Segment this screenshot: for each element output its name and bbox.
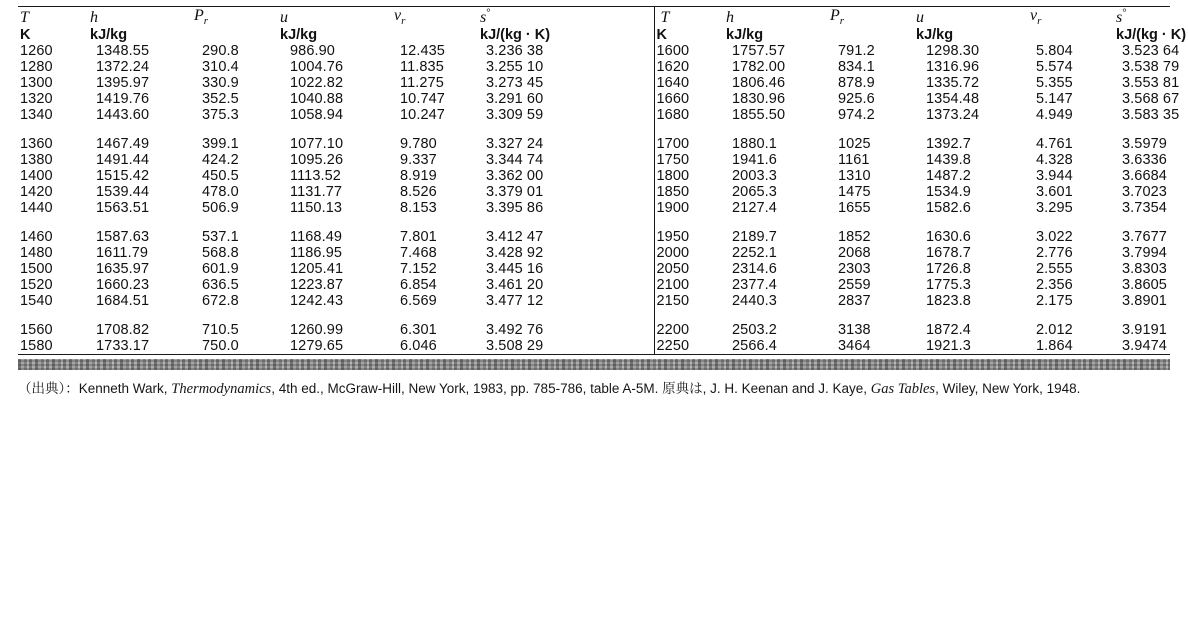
cell-right-0: 2150 <box>654 293 726 322</box>
cell-right-1: 1782.00 <box>732 59 786 76</box>
table-row <box>18 91 1188 107</box>
cell-left-1: 1660.23 <box>96 277 150 294</box>
cell-left-2: 750.0 <box>202 338 239 355</box>
cell-right-1: 2252.1 <box>732 245 777 262</box>
cell-left-5: 3.327 24 <box>486 136 544 153</box>
header-unit-u-left: kJ/kg <box>280 27 318 44</box>
cell-left-2: 450.5 <box>202 168 239 185</box>
cell-right-4: 2.776 <box>1036 245 1073 262</box>
cell-right-2: 1655 <box>838 200 871 217</box>
column-gap <box>632 184 654 200</box>
cell-right-1: 1941.6 <box>732 152 777 169</box>
cell-right-2: 791.2 <box>838 43 875 60</box>
column-gap <box>632 75 654 91</box>
cell-right-5: 3.9191 <box>1122 322 1167 339</box>
cell-right-3: 1316.96 <box>926 59 980 76</box>
cell-right-1: 1757.57 <box>732 43 786 60</box>
cell-right-5: 3.7994 <box>1122 245 1167 262</box>
column-gap <box>632 43 654 59</box>
cell-left-2: 478.0 <box>202 184 239 201</box>
cell-left-2: 601.9 <box>202 261 239 278</box>
cell-left-1: 1372.24 <box>96 59 150 76</box>
cell-left-3: 1260.99 <box>290 322 344 339</box>
cell-left-0: 1580 <box>20 338 53 355</box>
cell-left-3: 1223.87 <box>290 277 344 294</box>
cell-right-3: 1392.7 <box>926 136 971 153</box>
cell-left-4: 6.854 <box>400 277 437 294</box>
cell-left-4: 10.747 <box>400 91 445 108</box>
cell-left-1: 1467.49 <box>96 136 150 153</box>
cell-left-0: 1380 <box>20 152 53 169</box>
cell-left-1: 1443.60 <box>96 107 150 124</box>
header-unit-Pr-right <box>830 27 916 43</box>
cell-right-2: 1475 <box>838 184 871 201</box>
cell-left-5: 3.362 00 <box>486 168 544 185</box>
cell-right-2: 878.9 <box>838 75 875 92</box>
header-unit-u-right: kJ/kg <box>916 27 954 44</box>
cell-right-5: 3.7023 <box>1122 184 1167 201</box>
cell-left-4: 6.301 <box>400 322 437 339</box>
cell-left-3: 1058.94 <box>290 107 344 124</box>
cell-right-3: 1439.8 <box>926 152 971 169</box>
source-title-2: Gas Tables <box>870 381 936 398</box>
cell-right-1: 2377.4 <box>732 277 777 294</box>
table-row <box>18 136 1188 152</box>
cell-right-0: 1700 <box>654 136 726 152</box>
cell-right-1: 2189.7 <box>732 229 777 246</box>
cell-left-1: 1708.82 <box>96 322 150 339</box>
header-unit-s-right: kJ/(kg · K) <box>1116 27 1187 44</box>
header-symbol-T-left: T <box>20 9 29 27</box>
header-symbol-h-left: h <box>90 9 98 27</box>
column-gap <box>632 7 654 27</box>
table-header <box>18 7 1188 43</box>
header-symbol-vr-left: $v_r$ <box>394 7 406 28</box>
cell-left-5: 3.395 86 <box>486 200 544 217</box>
cell-right-2: 2303 <box>838 261 871 278</box>
table-row <box>18 59 1188 75</box>
thermodynamic-table-page <box>0 6 1188 644</box>
header-symbol-T-right: T <box>654 7 726 27</box>
cell-left-2: 352.5 <box>202 91 239 108</box>
cell-left-0: 1340 <box>20 107 53 124</box>
cell-left-5: 3.428 92 <box>486 245 544 262</box>
column-gap <box>632 293 654 322</box>
cell-left-3: 1077.10 <box>290 136 344 153</box>
cell-left-4: 11.275 <box>400 75 444 92</box>
table-row <box>18 293 1188 322</box>
cell-right-4: 3.944 <box>1036 168 1073 185</box>
cell-right-1: 1880.1 <box>732 136 777 153</box>
cell-right-4: 4.949 <box>1036 107 1073 124</box>
cell-left-0: 1500 <box>20 261 53 278</box>
cell-right-4: 4.328 <box>1036 152 1073 169</box>
header-unit-T-right: K <box>654 27 726 43</box>
cell-right-1: 2503.2 <box>732 322 777 339</box>
cell-right-1: 2065.3 <box>732 184 777 201</box>
cell-left-4: 9.780 <box>400 136 437 153</box>
cell-left-4: 9.337 <box>400 152 437 169</box>
cell-left-2: 424.2 <box>202 152 239 169</box>
header-symbol-s-left: s° <box>480 7 491 27</box>
cell-left-3: 986.90 <box>290 43 335 60</box>
cell-left-0: 1460 <box>20 229 53 246</box>
cell-right-0: 2000 <box>654 245 726 261</box>
cell-left-1: 1491.44 <box>96 152 150 169</box>
cell-right-0: 2200 <box>654 322 726 338</box>
cell-right-5: 3.7677 <box>1122 229 1167 246</box>
table-row <box>18 152 1188 168</box>
cell-left-0: 1540 <box>20 293 53 310</box>
cell-left-2: 672.8 <box>202 293 239 310</box>
source-middle-2: , Wiley, New York, 1948. <box>935 381 1081 397</box>
cell-right-4: 1.864 <box>1036 338 1073 355</box>
cell-right-1: 1830.96 <box>732 91 786 108</box>
cell-right-5: 3.568 67 <box>1122 91 1180 108</box>
table-row <box>18 261 1188 277</box>
cell-right-2: 3464 <box>838 338 871 355</box>
cell-left-4: 7.152 <box>400 261 437 278</box>
cell-right-0: 2250 <box>654 338 726 354</box>
cell-left-3: 1022.82 <box>290 75 344 92</box>
cell-right-5: 3.9474 <box>1122 338 1167 355</box>
cell-right-5: 3.6336 <box>1122 152 1167 169</box>
cell-right-0: 1950 <box>654 229 726 245</box>
cell-right-3: 1534.9 <box>926 184 971 201</box>
cell-left-5: 3.344 74 <box>486 152 544 169</box>
cell-right-1: 2440.3 <box>732 293 777 310</box>
cell-right-5: 3.523 64 <box>1122 43 1180 60</box>
cell-left-0: 1280 <box>20 59 53 76</box>
cell-right-5: 3.5979 <box>1122 136 1167 153</box>
column-gap <box>632 59 654 75</box>
header-unit-vr-right <box>1030 27 1116 43</box>
cell-right-1: 1855.50 <box>732 107 786 124</box>
cell-right-3: 1678.7 <box>926 245 971 262</box>
cell-right-4: 5.355 <box>1036 75 1073 92</box>
cell-right-0: 1600 <box>654 43 726 59</box>
cell-right-0: 1800 <box>654 168 726 184</box>
cell-left-5: 3.273 45 <box>486 75 544 92</box>
header-unit-vr-left <box>394 27 480 43</box>
cell-left-4: 7.801 <box>400 229 437 246</box>
cell-left-4: 12.435 <box>400 43 445 60</box>
cell-left-0: 1300 <box>20 75 53 92</box>
cell-right-2: 925.6 <box>838 91 875 108</box>
cell-right-2: 974.2 <box>838 107 875 124</box>
cell-left-3: 1279.65 <box>290 338 344 355</box>
cell-left-3: 1004.76 <box>290 59 344 76</box>
cell-left-5: 3.508 29 <box>486 338 544 355</box>
cell-right-0: 1620 <box>654 59 726 75</box>
header-symbol-u-left: u <box>280 9 288 27</box>
cell-right-2: 3138 <box>838 322 871 339</box>
cell-right-2: 1161 <box>838 152 870 169</box>
cell-right-1: 2314.6 <box>732 261 777 278</box>
cell-right-2: 1852 <box>838 229 871 246</box>
cell-right-4: 4.761 <box>1036 136 1073 153</box>
cell-right-1: 2566.4 <box>732 338 777 355</box>
cell-left-0: 1560 <box>20 322 53 339</box>
cell-left-0: 1260 <box>20 43 53 60</box>
cell-left-2: 310.4 <box>202 59 239 76</box>
cell-right-4: 5.804 <box>1036 43 1073 60</box>
cell-right-5: 3.8605 <box>1122 277 1167 294</box>
table-row <box>18 245 1188 261</box>
cell-left-4: 7.468 <box>400 245 437 262</box>
cell-right-2: 2068 <box>838 245 871 262</box>
cell-left-2: 568.8 <box>202 245 239 262</box>
cell-left-2: 506.9 <box>202 200 239 217</box>
cell-right-4: 2.555 <box>1036 261 1073 278</box>
cell-left-1: 1587.63 <box>96 229 150 246</box>
source-note <box>18 379 1170 400</box>
cell-left-1: 1611.79 <box>96 245 149 262</box>
column-gap <box>632 322 654 338</box>
cell-left-0: 1360 <box>20 136 53 153</box>
header-symbol-h-right: h <box>726 9 734 27</box>
column-gap <box>632 107 654 136</box>
cell-right-1: 2003.3 <box>732 168 777 185</box>
cell-right-5: 3.553 81 <box>1122 75 1180 92</box>
cell-left-1: 1684.51 <box>96 293 150 310</box>
source-middle-1: , 4th ed., McGraw-Hill, New York, 1983, pp. 785-786, table A-5M. 原典は, J. H. Keenan and J. Kaye, <box>271 381 871 397</box>
cell-left-4: 10.247 <box>400 107 445 124</box>
cell-left-2: 537.1 <box>202 229 239 246</box>
cell-right-4: 5.147 <box>1036 91 1073 108</box>
cell-left-0: 1520 <box>20 277 53 294</box>
table-bottom-rule <box>18 354 1170 355</box>
table-row <box>18 229 1188 245</box>
cell-left-3: 1095.26 <box>290 152 344 169</box>
cell-right-5: 3.8901 <box>1122 293 1167 310</box>
cell-left-0: 1440 <box>20 200 53 217</box>
source-prefix: （出典）：Kenneth Wark, <box>18 381 172 397</box>
cell-left-5: 3.309 59 <box>486 107 544 124</box>
cell-right-5: 3.538 79 <box>1122 59 1180 76</box>
cell-right-3: 1354.48 <box>926 91 980 108</box>
cell-right-3: 1823.8 <box>926 293 971 310</box>
cell-left-5: 3.379 01 <box>486 184 544 201</box>
header-symbol-vr-right: $v_r$ <box>1030 7 1042 28</box>
header-symbol-u-right: u <box>916 9 924 27</box>
cell-left-3: 1205.41 <box>290 261 344 278</box>
header-symbol-Pr-left: $P_r$ <box>194 7 209 28</box>
cell-left-5: 3.477 12 <box>486 293 544 310</box>
cell-right-4: 2.175 <box>1036 293 1073 310</box>
header-unit-T-left: K <box>20 27 31 44</box>
table-row <box>18 277 1188 293</box>
table-body <box>18 43 1188 354</box>
cell-left-3: 1242.43 <box>290 293 344 310</box>
cell-right-0: 1750 <box>654 152 726 168</box>
cell-left-3: 1186.95 <box>290 245 343 262</box>
header-unit-s-left: kJ/(kg · K) <box>480 27 551 44</box>
cell-right-4: 2.012 <box>1036 322 1073 339</box>
header-symbol-Pr-right: $P_r$ <box>830 7 845 28</box>
cell-right-3: 1487.2 <box>926 168 971 185</box>
column-gap <box>632 200 654 229</box>
cell-left-4: 6.046 <box>400 338 437 355</box>
cell-left-1: 1419.76 <box>96 91 150 108</box>
header-unit-row <box>18 27 1188 43</box>
table-row <box>18 184 1188 200</box>
cell-left-5: 3.236 38 <box>486 43 544 60</box>
cell-left-4: 6.569 <box>400 293 437 310</box>
header-unit-h-right: kJ/kg <box>726 27 764 44</box>
column-gap <box>632 136 654 152</box>
cell-left-3: 1113.52 <box>290 168 341 185</box>
cell-right-0: 1640 <box>654 75 726 91</box>
header-unit-h-left: kJ/kg <box>90 27 128 44</box>
table-row <box>18 200 1188 229</box>
header-symbol-row <box>18 7 1188 27</box>
cell-right-0: 2100 <box>654 277 726 293</box>
cell-right-0: 2050 <box>654 261 726 277</box>
cell-right-0: 1660 <box>654 91 726 107</box>
cell-right-5: 3.8303 <box>1122 261 1167 278</box>
cell-left-1: 1733.17 <box>96 338 150 355</box>
cell-right-3: 1726.8 <box>926 261 971 278</box>
decorative-band <box>18 359 1170 370</box>
cell-right-0: 1900 <box>654 200 726 229</box>
cell-left-4: 8.919 <box>400 168 437 185</box>
cell-right-2: 1025 <box>838 136 871 153</box>
cell-left-2: 375.3 <box>202 107 239 124</box>
cell-right-3: 1582.6 <box>926 200 971 217</box>
cell-left-3: 1040.88 <box>290 91 344 108</box>
cell-left-0: 1400 <box>20 168 53 185</box>
cell-right-4: 5.574 <box>1036 59 1073 76</box>
cell-left-1: 1563.51 <box>96 200 150 217</box>
cell-left-5: 3.412 47 <box>486 229 544 246</box>
cell-left-1: 1635.97 <box>96 261 150 278</box>
cell-left-1: 1539.44 <box>96 184 150 201</box>
cell-right-4: 3.022 <box>1036 229 1073 246</box>
cell-left-5: 3.291 60 <box>486 91 544 108</box>
cell-left-5: 3.445 16 <box>486 261 544 278</box>
column-gap <box>632 229 654 245</box>
cell-left-4: 8.526 <box>400 184 437 201</box>
cell-left-2: 636.5 <box>202 277 239 294</box>
table-row <box>18 338 1188 354</box>
cell-right-1: 1806.46 <box>732 75 786 92</box>
cell-right-3: 1335.72 <box>926 75 980 92</box>
column-gap-units <box>632 27 654 43</box>
cell-left-4: 11.835 <box>400 59 444 76</box>
table-row <box>18 322 1188 338</box>
cell-left-0: 1320 <box>20 91 53 108</box>
cell-left-0: 1420 <box>20 184 53 201</box>
cell-right-5: 3.7354 <box>1122 200 1167 217</box>
column-gap <box>632 245 654 261</box>
column-gap <box>632 261 654 277</box>
cell-right-2: 1310 <box>838 168 871 185</box>
cell-right-2: 834.1 <box>838 59 875 76</box>
cell-left-2: 290.8 <box>202 43 239 60</box>
cell-left-5: 3.461 20 <box>486 277 544 294</box>
cell-right-3: 1775.3 <box>926 277 971 294</box>
cell-left-5: 3.492 76 <box>486 322 544 339</box>
column-gap <box>632 152 654 168</box>
cell-left-3: 1168.49 <box>290 229 343 246</box>
source-title-1: Thermodynamics <box>171 381 272 398</box>
cell-right-2: 2559 <box>838 277 871 294</box>
table-row <box>18 168 1188 184</box>
cell-right-1: 2127.4 <box>732 200 777 217</box>
cell-right-2: 2837 <box>838 293 871 310</box>
cell-right-4: 2.356 <box>1036 277 1073 294</box>
header-unit-Pr-left <box>194 27 280 43</box>
cell-left-2: 330.9 <box>202 75 239 92</box>
cell-right-5: 3.6684 <box>1122 168 1167 185</box>
cell-left-5: 3.255 10 <box>486 59 544 76</box>
cell-left-0: 1480 <box>20 245 53 262</box>
cell-right-3: 1298.30 <box>926 43 980 60</box>
column-gap <box>632 168 654 184</box>
table-row <box>18 107 1188 136</box>
cell-left-1: 1395.97 <box>96 75 150 92</box>
column-gap <box>632 91 654 107</box>
cell-left-1: 1515.42 <box>96 168 150 185</box>
column-gap <box>632 338 654 354</box>
table-row <box>18 43 1188 59</box>
column-gap <box>632 277 654 293</box>
cell-left-2: 710.5 <box>202 322 239 339</box>
air-properties-table <box>18 7 1188 354</box>
table-row <box>18 75 1188 91</box>
cell-right-0: 1680 <box>654 107 726 136</box>
cell-right-4: 3.601 <box>1036 184 1073 201</box>
cell-left-1: 1348.55 <box>96 43 150 60</box>
cell-right-3: 1921.3 <box>926 338 971 355</box>
cell-right-3: 1872.4 <box>926 322 971 339</box>
header-symbol-s-right: s° <box>1116 7 1127 27</box>
cell-right-3: 1373.24 <box>926 107 980 124</box>
cell-left-3: 1150.13 <box>290 200 343 217</box>
cell-right-0: 1850 <box>654 184 726 200</box>
cell-right-3: 1630.6 <box>926 229 971 246</box>
cell-left-4: 8.153 <box>400 200 437 217</box>
cell-left-2: 399.1 <box>202 136 239 153</box>
cell-right-4: 3.295 <box>1036 200 1073 217</box>
cell-right-5: 3.583 35 <box>1122 107 1180 124</box>
cell-left-3: 1131.77 <box>290 184 343 201</box>
